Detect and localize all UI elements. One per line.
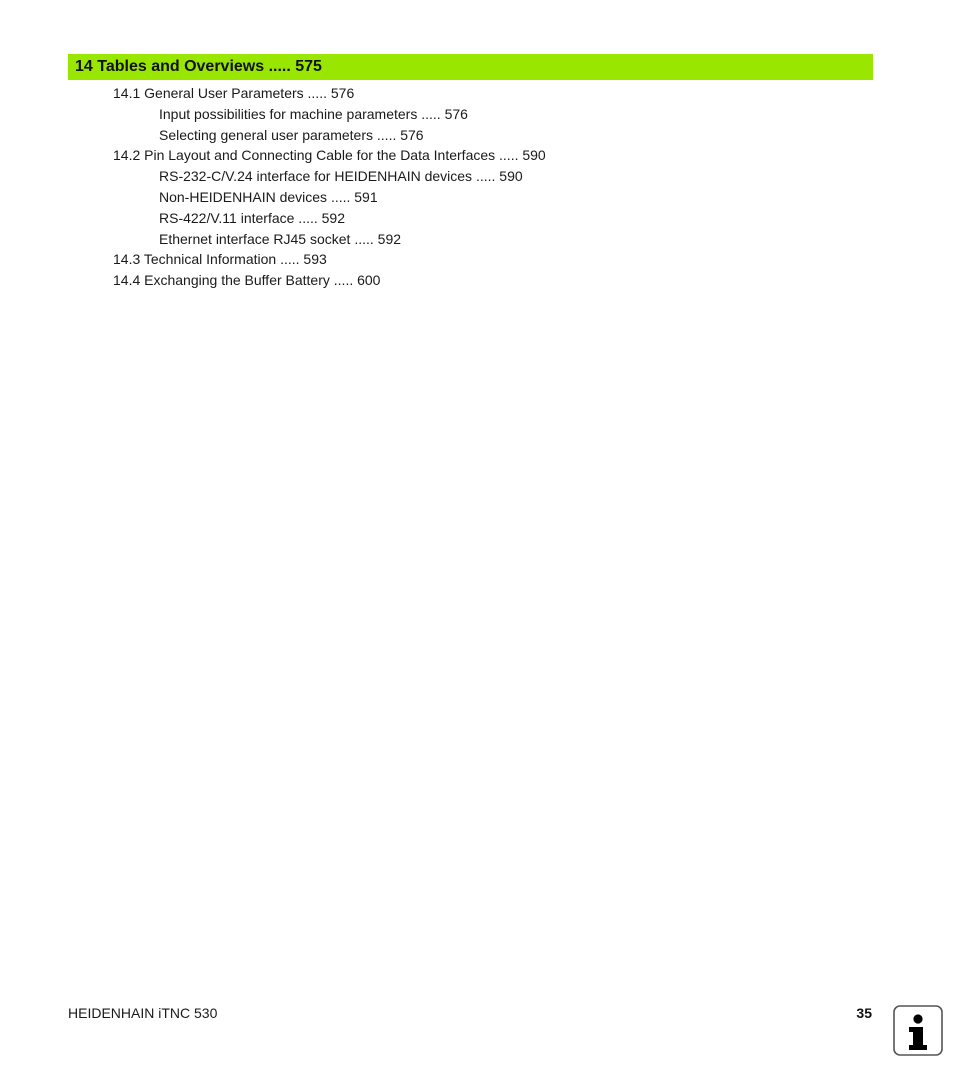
toc-section-entry[interactable]: 14.2 Pin Layout and Connecting Cable for the Data Interfaces ..... 590 (113, 147, 546, 164)
toc-subsection-entry[interactable]: Non-HEIDENHAIN devices ..... 591 (159, 188, 378, 205)
toc-section-entry[interactable]: 14.1 General User Parameters ..... 576 (113, 85, 355, 101)
toc-list (0, 83, 954, 291)
toc-section-entry[interactable]: 14.3 Technical Information ..... 593 (113, 251, 327, 268)
info-icon-dot (913, 1014, 922, 1023)
toc-subsection-entry[interactable]: RS-422/V.11 interface ..... 592 (159, 209, 346, 226)
info-icon (893, 1005, 943, 1056)
toc-subsection-entry[interactable]: Selecting general user parameters ..... 576 (159, 126, 424, 143)
toc-subsection-entry[interactable]: Input possibilities for machine parameters ..... 576 (159, 105, 468, 122)
chapter-heading-bar: 14 Tables and Overviews ..... 575 (68, 54, 873, 80)
toc-subsection-entry[interactable]: RS-232-C/V.24 interface for HEIDENHAIN devices ..... 590 (159, 168, 523, 185)
toc-subsection-entry[interactable]: Ethernet interface RJ45 socket ..... 592 (159, 230, 402, 247)
page-number: 35 (856, 1005, 872, 1021)
toc-section-entry[interactable]: 14.4 Exchanging the Buffer Battery ..... 600 (113, 272, 381, 289)
footer-manual-title: HEIDENHAIN iTNC 530 (68, 1005, 218, 1021)
